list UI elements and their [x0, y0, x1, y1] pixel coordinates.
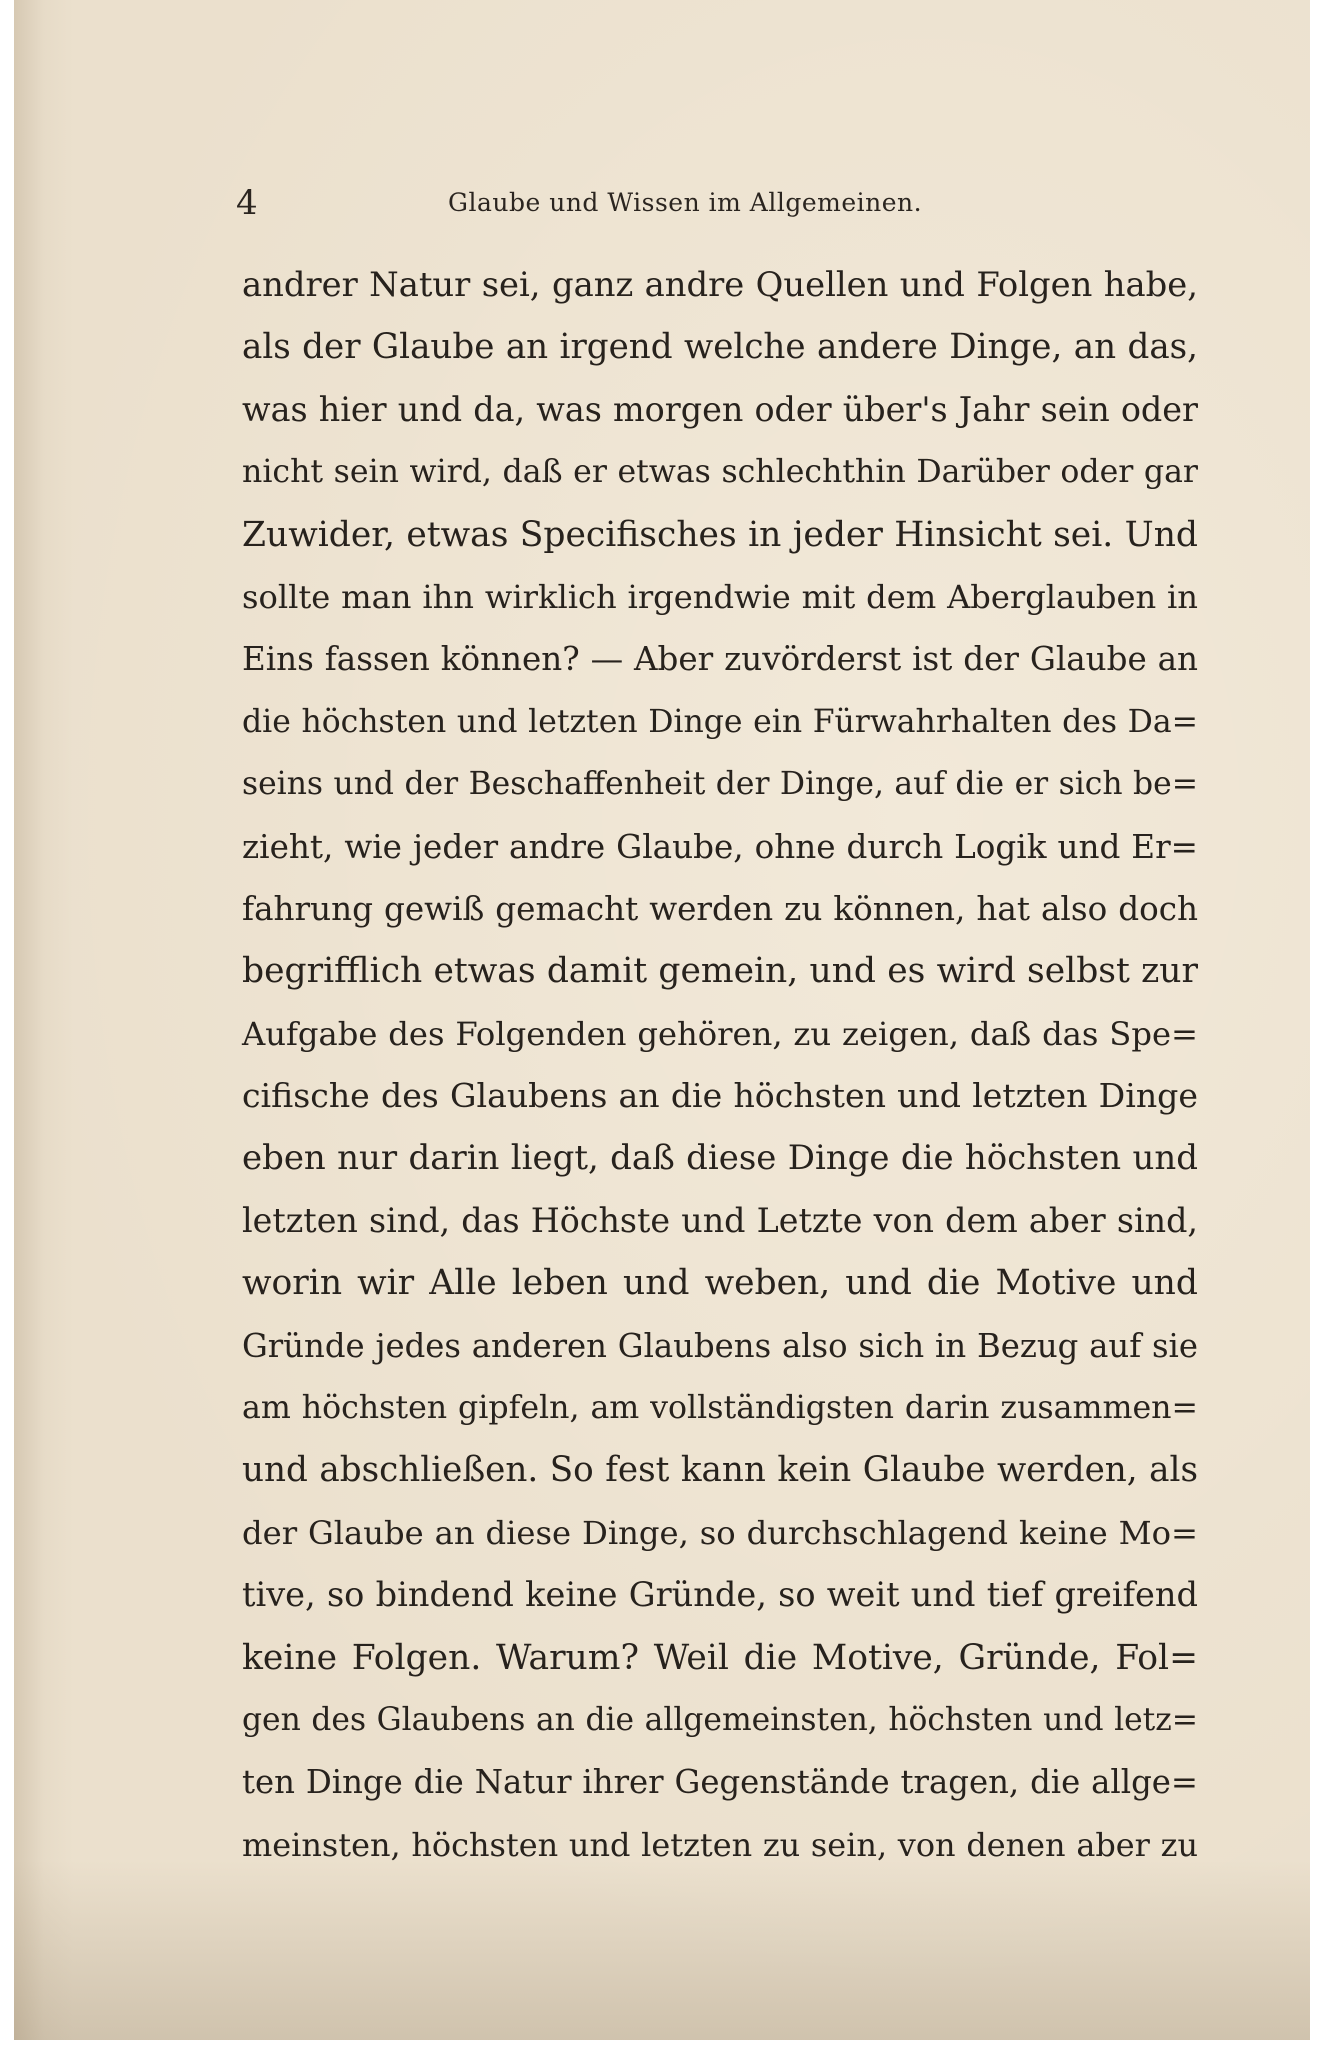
page-header [236, 178, 1016, 228]
text-line: fahrung gewiß gemacht werden zu können, hat also doch [242, 889, 1198, 928]
text-line: Eins fassen können? — Aber zuvörderst ist der Glaube an [242, 640, 1198, 679]
text-line: die höchsten und letzten Dinge ein Fürwahrhalten des Da= [242, 703, 1198, 740]
text-line: und abschließen. So fest kann kein Glaube werden, als [242, 1450, 1198, 1491]
text-line: seins und der Beschaffenheit der Dinge, auf die er sich be= [242, 766, 1198, 803]
text-line: worin wir Alle leben und weben, und die Motive und [242, 1263, 1198, 1304]
body-text [242, 254, 1198, 1876]
text-line: andrer Natur sei, ganz andre Quellen und Folgen habe, [242, 265, 1198, 304]
text-line: zieht, wie jeder andre Glaube, ohne durch Logik und Er= [242, 827, 1198, 866]
text-line: am höchsten gipfeln, am vollständigsten darin zusammen= [242, 1390, 1198, 1427]
text-line: Aufgabe des Folgenden gehören, zu zeigen, daß das Spe= [242, 1014, 1198, 1053]
text-line: Zuwider, etwas Specifisches in jeder Hinsicht sei. Und [242, 514, 1198, 555]
running-head: Glaube und Wissen im Allgemeinen. [448, 188, 923, 217]
text-line: nicht sein wird, daß er etwas schlechthin Darüber oder gar [242, 454, 1198, 491]
text-line: cifische des Glaubens an die höchsten und letzten Dinge [242, 1076, 1198, 1116]
text-line: keine Folgen. Warum? Weil die Motive, Gründe, Fol= [242, 1637, 1198, 1678]
text-line: als der Glaube an irgend welche andere Dinge, an das, [242, 327, 1198, 368]
text-line: sollte man ihn wirklich irgendwie mit dem Aberglauben in [242, 577, 1198, 616]
text-line: meinsten, höchsten und letzten zu sein, von denen aber zu [242, 1825, 1198, 1864]
text-line: tive, so bindend keine Gründe, so weit und tief greifend [242, 1575, 1198, 1615]
text-line: was hier und da, was morgen oder über's Jahr sein oder [242, 389, 1198, 429]
text-line: eben nur darin liegt, daß diese Dinge die höchsten und [242, 1138, 1198, 1179]
book-page [14, 0, 1310, 2040]
text-line: letzten sind, das Höchste und Letzte von dem aber sind, [242, 1200, 1198, 1240]
page-number: 4 [236, 183, 258, 223]
text-line: ten Dinge die Natur ihrer Gegenstände tragen, die allge= [242, 1763, 1198, 1802]
text-line: begrifflich etwas damit gemein, und es wird selbst zur [242, 951, 1198, 992]
text-line: gen des Glaubens an die allgemeinsten, höchsten und letz= [242, 1701, 1198, 1738]
text-line: Gründe jedes anderen Glaubens also sich in Bezug auf sie [242, 1326, 1198, 1365]
text-line: der Glaube an diese Dinge, so durchschlagend keine Mo= [242, 1513, 1198, 1552]
